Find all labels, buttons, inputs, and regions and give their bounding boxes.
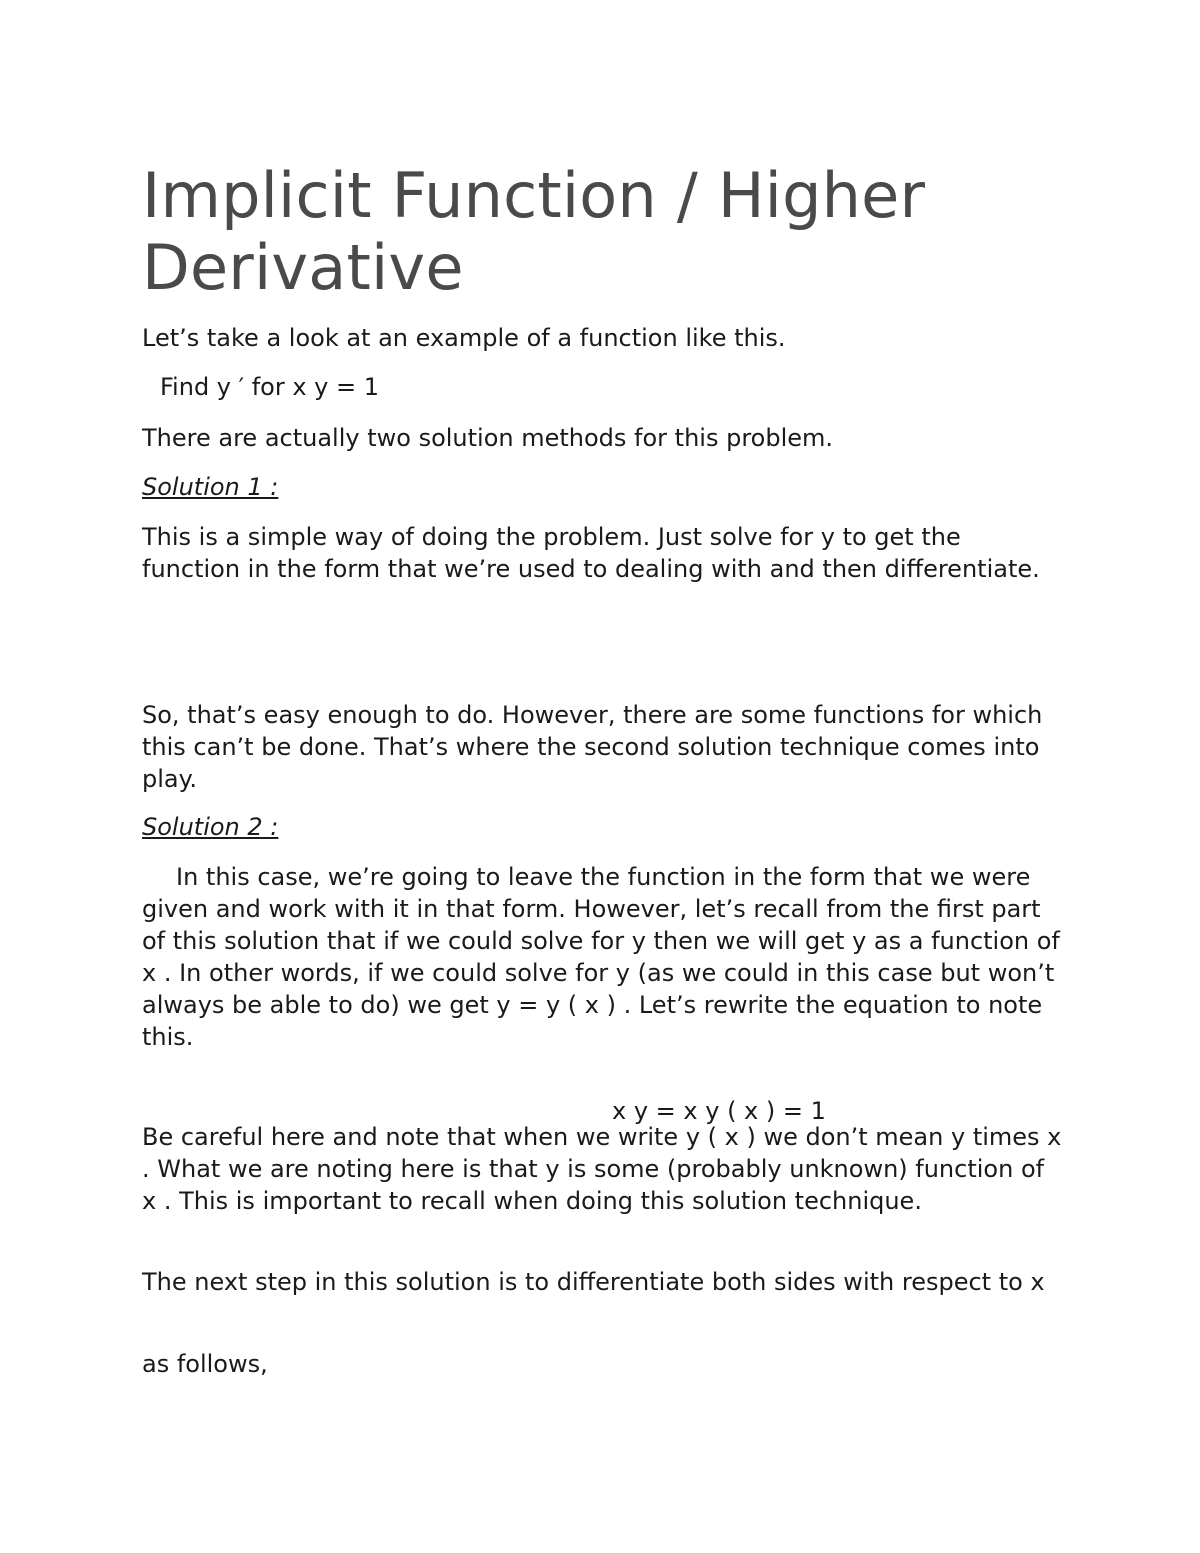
- easy-enough-paragraph: So, that’s easy enough to do. However, there are some functions for which this can’t be done. That’s where the second solution technique comes into play.: [142, 701, 1043, 793]
- find-statement: Find y ′ for x y = 1: [160, 373, 380, 401]
- be-careful-paragraph: Be careful here and note that when we write y ( x ) we don’t mean y times x . What we are noting here is that y is some (probably unknown) function of x . This is important to recall when doing this solution technique.: [142, 1123, 1062, 1215]
- solution-1-paragraph: This is a simple way of doing the problem. Just solve for y to get the function in the form that we’re used to dealing with and then differentiate.: [142, 523, 1040, 583]
- two-methods-paragraph: There are actually two solution methods for this problem.: [142, 424, 834, 452]
- next-step-paragraph: The next step in this solution is to differentiate both sides with respect to x: [142, 1268, 1045, 1296]
- solution-2-paragraph: In this case, we’re going to leave the function in the form that we were given and work with it in that form. However, let’s recall from the first part of this solution that if we could solve for y then we will get y as a function of x . In other words, if we could solve for y (as we could in this case but won’t always be able to do) we get y = y ( x ) . Let’s rewrite the equation to note this.: [142, 863, 1060, 1051]
- solution-1-heading: Solution 1 :: [142, 473, 279, 501]
- solution-2-heading: Solution 2 :: [142, 813, 279, 841]
- page-title: Implicit Function / Higher Derivative: [142, 159, 926, 304]
- as-follows-paragraph: as follows,: [142, 1350, 268, 1378]
- intro-paragraph: Let’s take a look at an example of a function like this.: [142, 324, 786, 352]
- rewritten-equation: x y = x y ( x ) = 1: [612, 1097, 826, 1125]
